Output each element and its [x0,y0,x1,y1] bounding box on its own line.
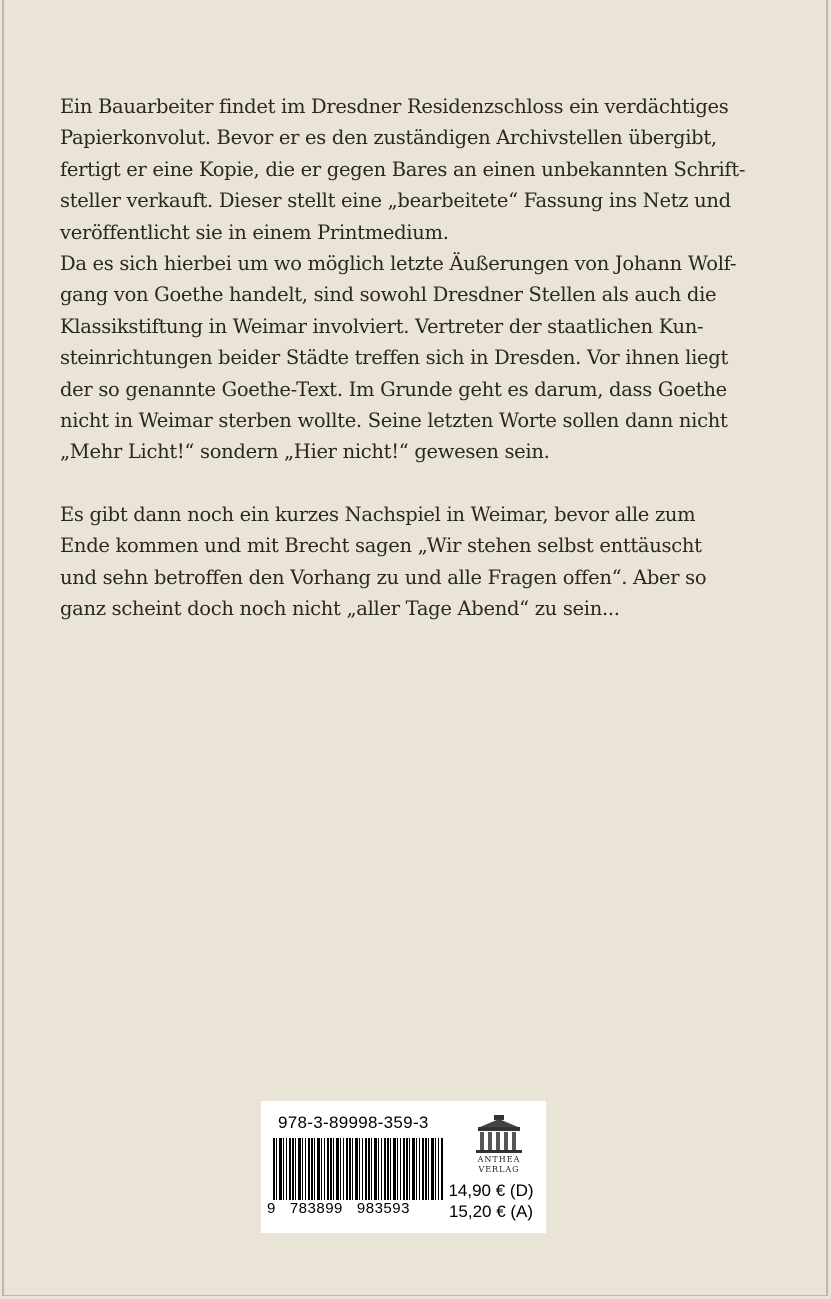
text-line: fertigt er eine Kopie, die er gegen Bares an einen unbekannten Schrift- [60,157,746,181]
paragraph-3 [60,499,766,625]
text-line: Papierkonvolut. Bevor er es den zuständigen Archivstellen übergibt, [60,126,717,150]
paragraph-2 [60,248,766,468]
text-line: Ende kommen und mit Brecht sagen „Wir stehen selbst enttäuscht [60,534,702,558]
publisher-logo-icon [466,1111,532,1177]
svg-text:ANTHEA: ANTHEA [477,1155,521,1164]
text-line: nicht in Weimar sterben wollte. Seine letzten Worte sollen dann nicht [60,409,728,433]
text-line: ganz scheint doch noch nicht „aller Tage Abend“ zu sein... [60,597,620,621]
ean-digits: 9 783899 983593 [267,1200,410,1217]
text-line: Klassikstiftung in Weimar involviert. Vertreter der staatlichen Kun- [60,314,704,338]
svg-text:VERLAG: VERLAG [478,1165,520,1174]
text-line: gang von Goethe handelt, sind sowohl Dresdner Stellen als auch die [60,283,717,307]
text-line: der so genannte Goethe-Text. Im Grunde geht es darum, dass Goethe [60,377,727,401]
paragraph-1 [60,91,766,248]
text-line: veröffentlicht sie in einem Printmedium. [60,220,449,244]
isbn-number: 978-3-89998-359-3 [278,1113,429,1132]
text-line: Es gibt dann noch ein kurzes Nachspiel in Weimar, bevor alle zum [60,502,696,526]
text-line: Ein Bauarbeiter findet im Dresdner Residenzschloss ein verdächtiges [60,95,729,118]
barcode-box [261,1101,546,1233]
barcode-icon [273,1138,443,1200]
price-germany: 14,90 € (D) [448,1181,534,1200]
text-line: steller verkauft. Dieser stellt eine „bearbeitete“ Fassung ins Netz und [60,189,731,213]
text-line: und sehn betroffen den Vorhang zu und alle Fragen offen“. Aber so [60,565,707,589]
text-line: „Mehr Licht!“ sondern „Hier nicht!“ gewesen sein. [60,440,550,464]
text-line: Da es sich hierbei um wo möglich letzte Äußerungen von Johann Wolf- [60,252,737,276]
text-line: steinrichtungen beider Städte treffen sich in Dresden. Vor ihnen liegt [60,346,728,370]
price-austria: 15,20 € (A) [448,1202,534,1221]
back-cover-blurb [60,91,766,625]
